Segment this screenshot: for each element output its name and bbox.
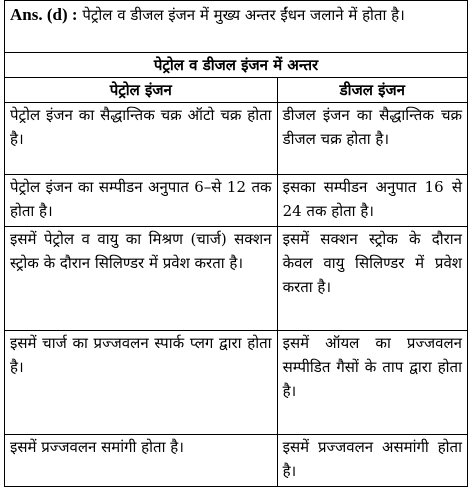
- comparison-table: [4, 0, 468, 487]
- petrol-cell: पेट्रोल इंजन का सम्पीडन अनुपात 6–से 12 तक होता है।: [5, 175, 278, 227]
- table-row: [5, 175, 468, 227]
- diesel-cell: इसमें सक्शन स्ट्रोक के दौरान केवल वायु सिलिण्डर में प्रवेश करता है।: [277, 227, 467, 331]
- answer-text: पेट्रोल व डीजल इंजन में मुख्य अन्तर ईंधन जलाने में होता है।: [77, 6, 405, 24]
- table-title: पेट्रोल व डीजल इंजन में अन्तर: [5, 53, 468, 78]
- diesel-cell: इसका सम्पीडन अनुपात 16 से 24 तक होता है।: [277, 175, 467, 227]
- answer-cell: [5, 1, 468, 53]
- petrol-cell: इसमें प्रज्जवलन समांगी होता है।: [5, 435, 278, 487]
- answer-label: Ans. (d) :: [10, 5, 78, 24]
- answer-page: [4, 0, 468, 487]
- table-row: [5, 435, 468, 487]
- diesel-cell: इसमें ऑयल का प्रज्जवलन सम्पीडित गैसों के ताप द्वारा होता है।: [277, 331, 467, 435]
- diesel-cell: इसमें प्रज्जवलन असमांगी होता है।: [277, 435, 467, 487]
- table-row: [5, 227, 468, 331]
- header-petrol-engine: पेट्रोल इंजन: [5, 78, 278, 103]
- petrol-cell: पेट्रोल इंजन का सैद्धान्तिक चक्र ऑटो चक्र होता है।: [5, 103, 278, 175]
- petrol-cell: इसमें चार्ज का प्रज्जवलन स्पार्क प्लग द्वारा होता है।: [5, 331, 278, 435]
- table-row: [5, 331, 468, 435]
- diesel-cell: डीजल इंजन का सैद्धान्तिक चक्र डीजल चक्र होता है।: [277, 103, 467, 175]
- table-row: [5, 103, 468, 175]
- answer-row: [5, 1, 468, 53]
- header-diesel-engine: डीजल इंजन: [277, 78, 467, 103]
- petrol-cell: इसमें पेट्रोल व वायु का मिश्रण (चार्ज) सक्शन स्ट्रोक के दौरान सिलिण्डर में प्रवेश करता है।: [5, 227, 278, 331]
- table-title-row: [5, 53, 468, 78]
- table-header-row: [5, 78, 468, 103]
